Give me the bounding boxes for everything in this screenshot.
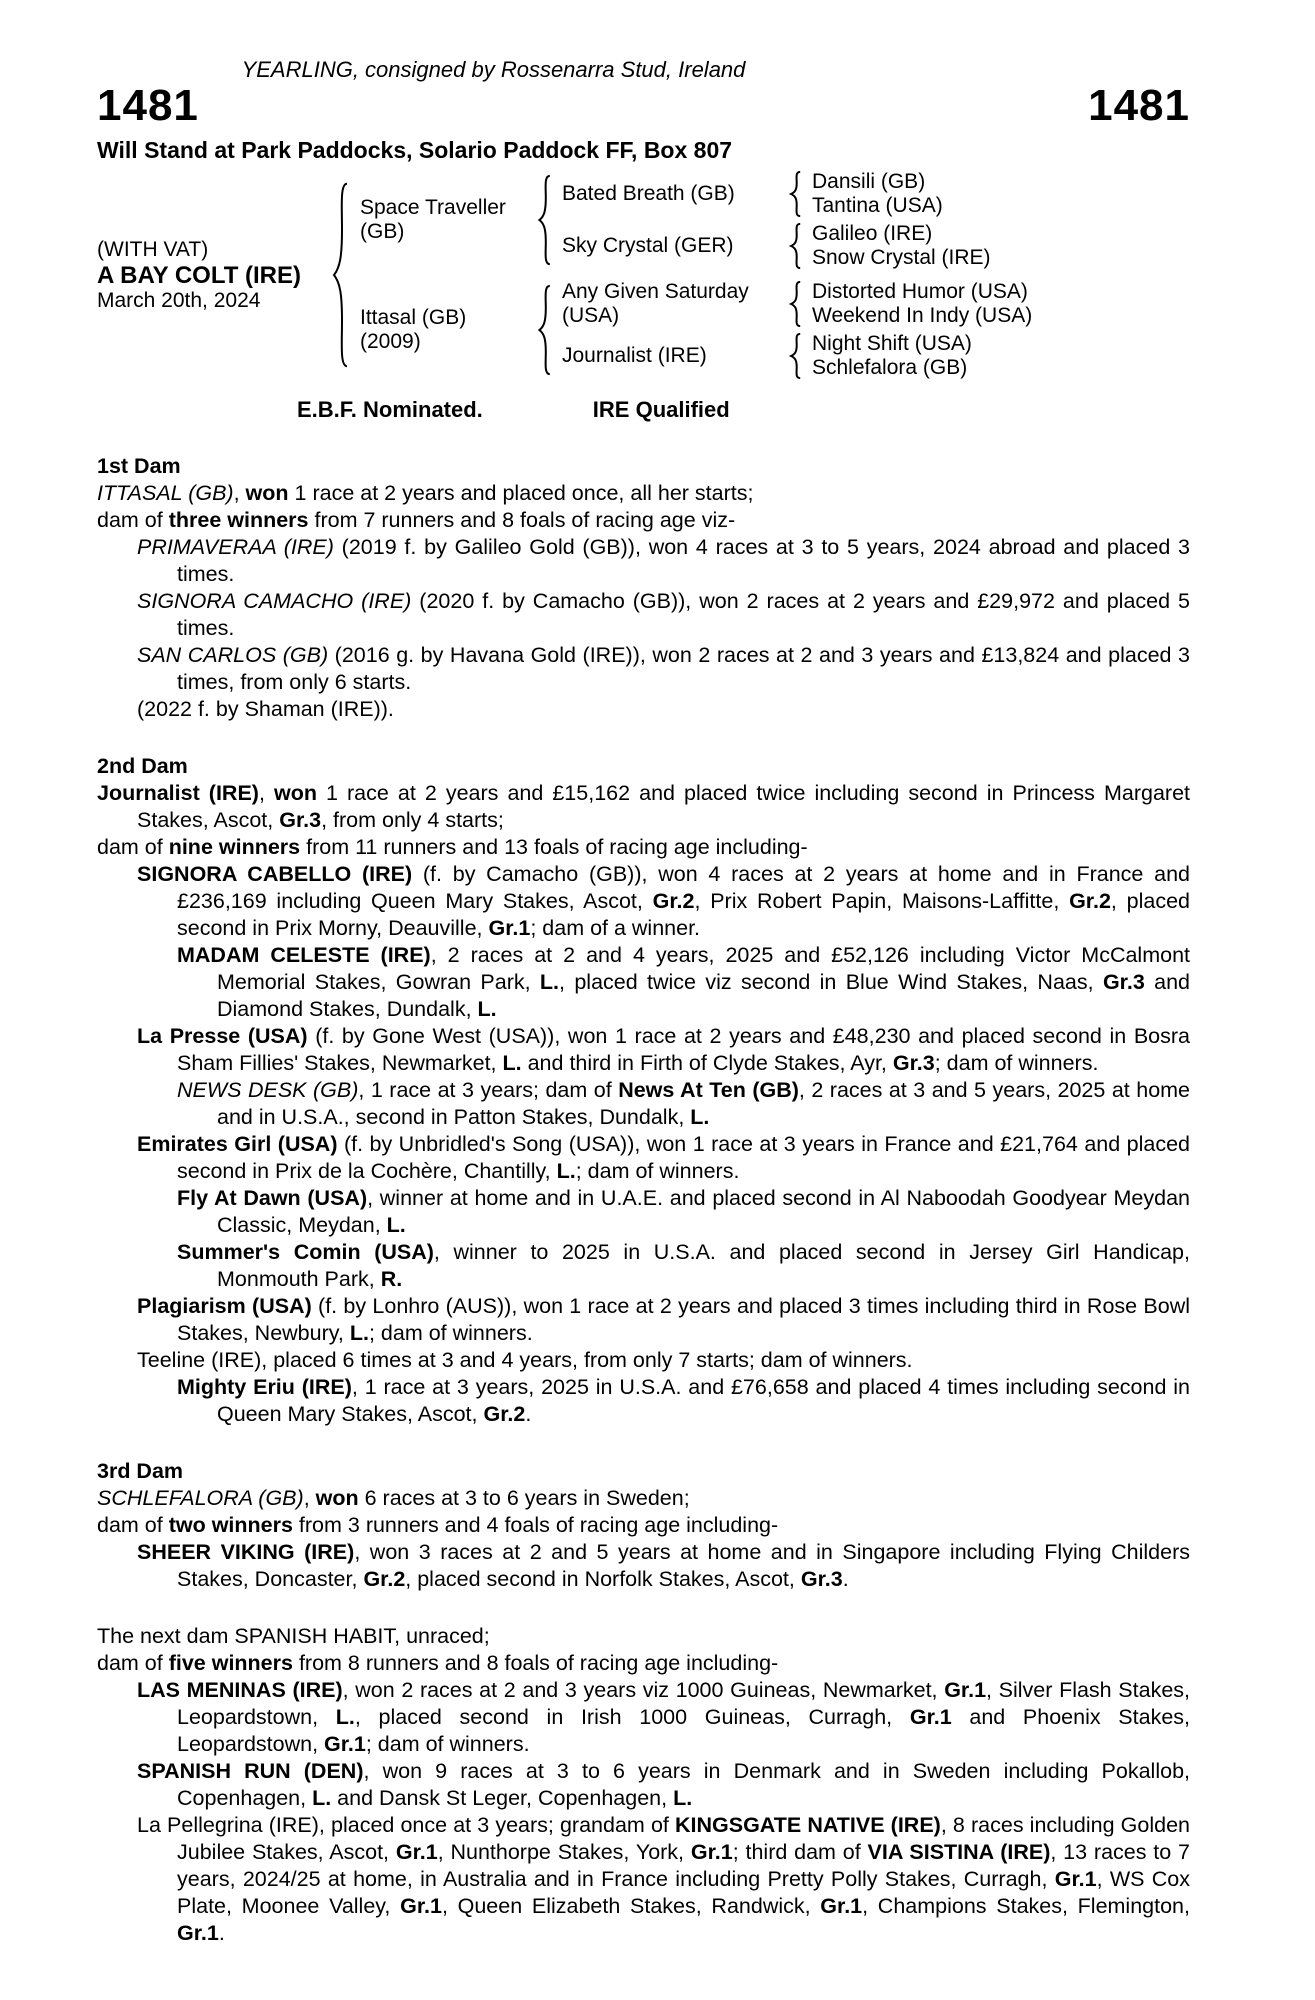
section-heading: 1st Dam xyxy=(97,454,181,478)
dam-section xyxy=(97,753,1190,1428)
section-heading: 3rd Dam xyxy=(97,1459,184,1483)
text-run: , xyxy=(303,1486,316,1510)
text-run: won xyxy=(273,781,317,805)
text-run: dam of xyxy=(97,1513,169,1537)
text-run: , from only 4 starts; xyxy=(321,808,504,832)
text-run: R. xyxy=(380,1267,403,1291)
text-run: SHEER VIKING (IRE) xyxy=(137,1540,355,1564)
dam-dam-branch xyxy=(562,332,1062,380)
pedigree-paragraph xyxy=(97,534,1190,588)
text-run: , won 9 races at 3 to 6 years in Denmark and in Sweden including Pokallob, Copenhagen, xyxy=(177,1759,1191,1810)
text-run: LAS MENINAS (IRE) xyxy=(137,1678,343,1702)
text-run: five winners xyxy=(168,1651,293,1675)
text-run: Gr.1 xyxy=(400,1894,442,1918)
text-run: from 11 runners and 13 foals of racing age including- xyxy=(300,835,808,859)
text-run: from 7 runners and 8 foals of racing age viz- xyxy=(308,508,736,532)
text-run: Summer's Comin (USA) xyxy=(177,1240,434,1264)
text-run: L. xyxy=(386,1213,406,1237)
pedigree-paragraph xyxy=(97,507,1190,534)
text-run: Gr.1 xyxy=(177,1921,219,1945)
text-run: (f. by Camacho (GB)), won 4 races at 2 years at home and in France and £236,169 including Queen Mary Stakes, Ascot, xyxy=(177,862,1191,913)
pedigree-paragraph xyxy=(97,1023,1190,1077)
text-run: Gr.2 xyxy=(363,1567,406,1591)
text-run: SAN CARLOS (GB) xyxy=(137,643,329,667)
pedigree-brace-small xyxy=(789,171,803,217)
pedigree-paragraph xyxy=(97,480,1190,507)
pedigree-paragraph xyxy=(97,1812,1190,1947)
stand-location-line: Will Stand at Park Paddocks, Solario Paddock FF, Box 807 xyxy=(97,137,733,163)
text-run: PRIMAVERAA (IRE) xyxy=(137,535,334,559)
sire-branch xyxy=(360,170,1062,270)
section-heading: 2nd Dam xyxy=(97,754,188,778)
text-run: (f. by Gone West (USA)), won 1 race at 2 years and £48,230 and placed second in Bosra Sham Fillies' Stakes, Newmarket, xyxy=(177,1024,1190,1075)
pedigree-paragraph xyxy=(97,1677,1190,1758)
pedigree-brace-sire xyxy=(537,174,553,266)
dam-section xyxy=(97,1623,1190,1947)
text-run: ; dam of a winner. xyxy=(530,916,701,940)
text-run: L. xyxy=(349,1321,369,1345)
text-run: ; dam of winners. xyxy=(575,1159,740,1183)
sire-sire-branch xyxy=(562,170,1062,218)
dam-sire-name: Any Given Saturday (USA) xyxy=(562,280,749,327)
pedigree-paragraph xyxy=(97,1374,1190,1428)
text-run: NEWS DESK (GB) xyxy=(177,1078,359,1102)
text-run: VIA SISTINA (IRE) xyxy=(867,1840,1051,1864)
text-run: Gr.1 xyxy=(944,1678,987,1702)
great-granddam: Weekend In Indy (USA) xyxy=(812,304,1033,327)
text-run: (f. by Lonhro (AUS)), won 1 race at 2 years and placed 3 times including third in Rose Bowl Stakes, Newbury, xyxy=(177,1294,1190,1345)
pedigree-brace-small xyxy=(789,281,803,327)
pedigree-paragraph xyxy=(97,1485,1190,1512)
text-run: Fly At Dawn (USA) xyxy=(177,1186,368,1210)
text-run: Gr.1 xyxy=(324,1732,366,1756)
text-run: ; third dam of xyxy=(732,1840,868,1864)
text-run: SPANISH RUN (DEN) xyxy=(137,1759,364,1783)
dam-section xyxy=(97,1458,1190,1593)
text-run: Gr.2 xyxy=(1069,889,1111,913)
text-run: Teeline (IRE), placed 6 times at 3 and 4 years, from only 7 starts; dam of winners. xyxy=(137,1348,913,1372)
text-run: from 3 runners and 4 foals of racing age including- xyxy=(292,1513,779,1537)
text-run: (2019 f. by Galileo Gold (GB)), won 4 races at 3 to 5 years, 2024 abroad and placed 3 times. xyxy=(177,535,1190,586)
text-run: (f. by Unbridled's Song (USA)), won 1 race at 3 years in France and £21,764 and placed second in Prix de la Cochère, Chantilly, xyxy=(177,1132,1190,1183)
text-run: L. xyxy=(477,997,497,1021)
text-run: L. xyxy=(690,1105,710,1129)
text-run: and Diamond Stakes, Dundalk, xyxy=(217,970,1190,1021)
pedigree-brace-dam xyxy=(537,284,553,376)
text-run: L. xyxy=(673,1786,693,1810)
pedigree-brace-small xyxy=(789,333,803,379)
pedigree-paragraph xyxy=(97,1758,1190,1812)
text-run: La Presse (USA) xyxy=(137,1024,308,1048)
pedigree-paragraph xyxy=(97,942,1190,1023)
text-run: Gr.1 xyxy=(488,916,531,940)
text-run: ; dam of winners. xyxy=(934,1051,1099,1075)
pedigree-paragraph xyxy=(97,588,1190,642)
ire-qualified-note: IRE Qualified xyxy=(592,397,730,422)
text-run: won xyxy=(245,481,289,505)
great-granddam: Tantina (USA) xyxy=(812,194,943,217)
text-run: dam of xyxy=(97,835,169,859)
text-run: Gr.3 xyxy=(279,808,322,832)
pedigree-paragraph xyxy=(97,1185,1190,1239)
dam-branch xyxy=(360,280,1062,380)
text-run: Gr.3 xyxy=(800,1567,843,1591)
text-run: and Dansk St Leger, Copenhagen, xyxy=(331,1786,674,1810)
pedigree-paragraph xyxy=(97,861,1190,942)
text-run: (2022 f. by Shaman (IRE)). xyxy=(137,697,394,721)
pedigree-paragraph xyxy=(97,1239,1190,1293)
sire-sire-name: Bated Breath (GB) xyxy=(562,182,735,205)
pedigree-paragraph xyxy=(97,834,1190,861)
text-run: L. xyxy=(335,1705,355,1729)
text-run: Gr.1 xyxy=(909,1705,952,1729)
text-run: three winners xyxy=(168,508,309,532)
text-run: , 1 race at 3 years; dam of xyxy=(358,1078,619,1102)
text-run: KINGSGATE NATIVE (IRE) xyxy=(674,1813,941,1837)
text-run: SIGNORA CAMACHO (IRE) xyxy=(137,589,412,613)
foal-date: March 20th, 2024 xyxy=(97,288,261,312)
text-run: (2020 f. by Camacho (GB)), won 2 races at 2 years and £29,972 and placed 5 times. xyxy=(177,589,1190,640)
text-run: , Prix Robert Papin, Maisons-Laffitte, xyxy=(694,889,1070,913)
text-run: , WS Cox Plate, Moonee Valley, xyxy=(177,1867,1191,1918)
pedigree-paragraph xyxy=(97,1512,1190,1539)
colt-details xyxy=(97,238,322,313)
text-run: Gr.1 xyxy=(690,1840,733,1864)
text-run: , Champions Stakes, Flemington, xyxy=(862,1894,1190,1918)
sire-name: Space Traveller (GB) xyxy=(360,196,506,243)
text-run: News At Ten (GB) xyxy=(618,1078,799,1102)
pedigree-table xyxy=(97,170,1190,380)
text-run: , placed second in Norfolk Stakes, Ascot, xyxy=(405,1567,801,1591)
pedigree-paragraph xyxy=(97,1650,1190,1677)
text-run: and Phoenix Stakes, Leopardstown, xyxy=(177,1705,1191,1756)
ebf-nominated-note: E.B.F. Nominated. xyxy=(297,397,483,422)
colt-name: A BAY COLT (IRE) xyxy=(97,261,302,289)
text-run: Mighty Eriu (IRE) xyxy=(177,1375,352,1399)
text-run: . xyxy=(842,1567,849,1591)
great-grandsire: Distorted Humor (USA) xyxy=(812,280,1028,303)
text-run: . xyxy=(525,1402,532,1426)
text-run: , won 2 races at 2 and 3 years viz 1000 Guineas, Newmarket, xyxy=(342,1678,945,1702)
text-run: nine winners xyxy=(168,835,301,859)
text-run: . xyxy=(218,1921,225,1945)
text-run: Gr.1 xyxy=(1054,1867,1097,1891)
pedigree-paragraph xyxy=(97,1623,1190,1650)
text-run: , placed second in Prix Morny, Deauville, xyxy=(177,889,1190,940)
text-run: Gr.1 xyxy=(395,1840,438,1864)
text-run: SCHLEFALORA (GB) xyxy=(97,1486,304,1510)
text-run: , Queen Elizabeth Stakes, Randwick, xyxy=(441,1894,821,1918)
text-run: , winner to 2025 in U.S.A. and placed second in Jersey Girl Handicap, Monmouth Park, xyxy=(217,1240,1190,1291)
text-run: Gr.1 xyxy=(820,1894,863,1918)
great-granddam: Snow Crystal (IRE) xyxy=(812,246,991,269)
text-run: La Pellegrina (IRE), placed once at 3 years; grandam of xyxy=(137,1813,675,1837)
text-run: , placed second in Irish 1000 Guineas, Curragh, xyxy=(354,1705,910,1729)
text-run: 1 race at 2 years and placed once, all her starts; xyxy=(288,481,754,505)
text-run: won xyxy=(315,1486,359,1510)
text-run: dam of xyxy=(97,1651,169,1675)
text-run: , winner at home and in U.A.E. and placed second in Al Naboodah Goodyear Meydan Classic, Meydan, xyxy=(217,1186,1190,1237)
lot-number-row xyxy=(97,83,1190,129)
pedigree-paragraph xyxy=(97,780,1190,834)
vat-note: (WITH VAT) xyxy=(97,237,209,261)
text-run: The next dam SPANISH HABIT, unraced; xyxy=(97,1624,490,1648)
sire-dam-name: Sky Crystal (GER) xyxy=(562,234,734,257)
text-run: , Nunthorpe Stakes, York, xyxy=(437,1840,691,1864)
text-run: dam of xyxy=(97,508,169,532)
dam-name: Ittasal (GB) (2009) xyxy=(360,306,467,353)
great-grandsire: Night Shift (USA) xyxy=(812,332,972,355)
text-run: MADAM CELESTE (IRE) xyxy=(177,943,431,967)
great-grandsire: Galileo (IRE) xyxy=(812,222,933,245)
text-run: , xyxy=(258,781,274,805)
text-run: and third in Firth of Clyde Stakes, Ayr, xyxy=(521,1051,893,1075)
pedigree-paragraph xyxy=(97,1131,1190,1185)
pedigree-paragraph xyxy=(97,1539,1190,1593)
text-run: L. xyxy=(312,1786,332,1810)
text-run: (2016 g. by Havana Gold (IRE)), won 2 races at 2 and 3 years and £13,824 and placed 3 times, from only 6 starts. xyxy=(177,643,1190,694)
text-run: Gr.3 xyxy=(1102,970,1145,994)
text-run: L. xyxy=(539,970,560,994)
pedigree-paragraph xyxy=(97,642,1190,696)
text-run: Plagiarism (USA) xyxy=(137,1294,312,1318)
text-run: 1 race at 2 years and £15,162 and placed twice including second in Princess Margaret Stakes, Ascot, xyxy=(137,781,1190,832)
great-granddam: Schlefalora (GB) xyxy=(812,356,968,379)
pedigree-brace-gen1 xyxy=(331,180,351,370)
text-run: L. xyxy=(556,1159,576,1183)
dam-sire-branch xyxy=(562,280,1062,328)
lot-number-right: 1481 xyxy=(1088,81,1190,130)
text-run: , 2 races at 3 and 5 years, 2025 at home and in U.S.A., second in Patton Stakes, Dundalk, xyxy=(217,1078,1191,1129)
text-run: , Silver Flash Stakes, Leopardstown, xyxy=(177,1678,1190,1729)
pedigree-paragraph xyxy=(97,1293,1190,1347)
text-run: Emirates Girl (USA) xyxy=(137,1132,338,1156)
text-run: ; dam of winners. xyxy=(368,1321,533,1345)
text-run: Gr.2 xyxy=(652,889,695,913)
pedigree-brace-small xyxy=(789,223,803,269)
text-run: , 1 race at 3 years, 2025 in U.S.A. and £76,658 and placed 4 times including second in Queen Mary Stakes, Ascot, xyxy=(217,1375,1190,1426)
nomination-row xyxy=(297,396,1190,423)
text-run: , 8 races including Golden Jubilee Stakes, Ascot, xyxy=(177,1813,1190,1864)
text-run: , placed twice viz second in Blue Wind Stakes, Naas, xyxy=(559,970,1103,994)
text-run: Gr.3 xyxy=(892,1051,935,1075)
great-grandsire: Dansili (GB) xyxy=(812,170,926,193)
text-run: Journalist (IRE) xyxy=(97,781,259,805)
text-run: , won 3 races at 2 and 5 years at home and in Singapore including Flying Childers Stakes, Doncaster, xyxy=(177,1540,1190,1591)
text-run: 6 races at 3 to 6 years in Sweden; xyxy=(358,1486,690,1510)
text-run: , xyxy=(233,481,246,505)
text-run: , 2 races at 2 and 4 years, 2025 and £52,126 including Victor McCalmont Memorial Stakes, Gowran Park, xyxy=(217,943,1190,994)
dam-sections xyxy=(97,453,1190,1947)
text-run: ; dam of winners. xyxy=(365,1732,530,1756)
dam-section xyxy=(97,453,1190,723)
pedigree-paragraph xyxy=(97,1077,1190,1131)
text-run: from 8 runners and 8 foals of racing age including- xyxy=(292,1651,779,1675)
dam-dam-name: Journalist (IRE) xyxy=(562,344,707,367)
pedigree-paragraph xyxy=(97,696,1190,723)
text-run: , 13 races to 7 years, 2024/25 at home, in Australia and in France including Pretty Polly Stakes, Curragh, xyxy=(177,1840,1191,1891)
lot-number-left: 1481 xyxy=(97,81,199,130)
pedigree-paragraph xyxy=(97,1347,1190,1374)
text-run: ITTASAL (GB) xyxy=(97,481,234,505)
text-run: two winners xyxy=(168,1513,293,1537)
sire-dam-branch xyxy=(562,222,1062,270)
consignor-line: YEARLING, consigned by Rossenarra Stud, Ireland xyxy=(241,57,746,82)
text-run: SIGNORA CABELLO (IRE) xyxy=(137,862,413,886)
text-run: Gr.2 xyxy=(483,1402,526,1426)
text-run: L. xyxy=(502,1051,522,1075)
